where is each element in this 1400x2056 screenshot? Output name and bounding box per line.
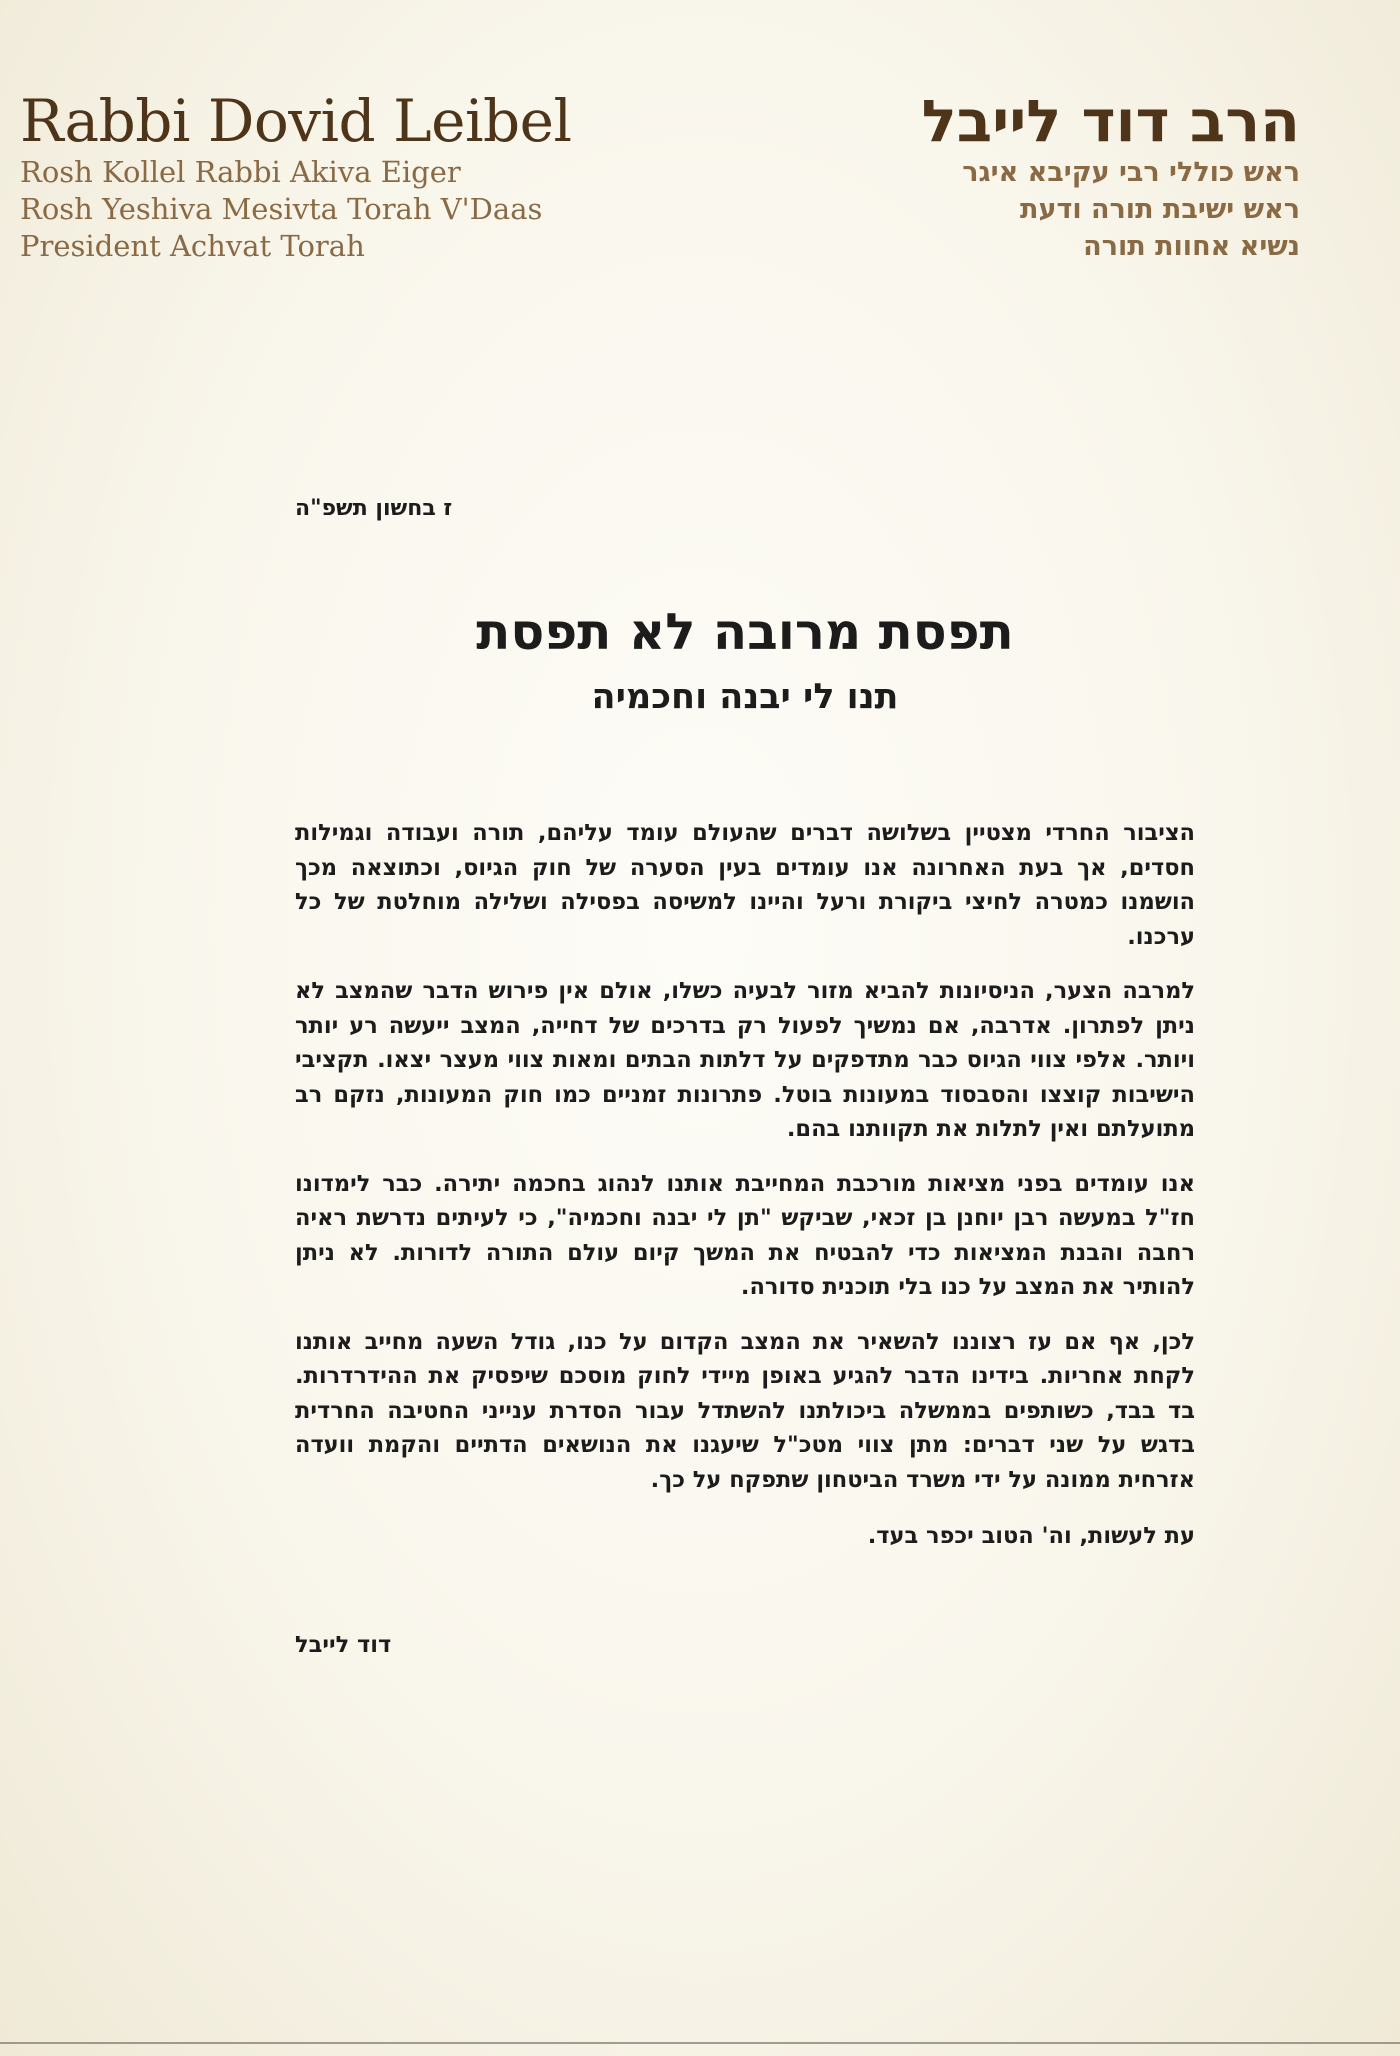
letterhead-title-hebrew: ראש כוללי רבי עקיבא איגר [962,157,1300,188]
letterhead-title-english: Rosh Kollel Rabbi Akiva Eiger [20,155,461,189]
letterhead-english [20,88,580,265]
letterhead-title-hebrew: ראש ישיבת תורה ודעת [1020,194,1300,225]
letter-subtitle: תנו לי יבנה וחכמיה [591,677,899,717]
letterhead-title-english: President Achvat Torah [20,229,365,263]
letter-signature: דוד לייבל [295,1632,392,1658]
letter-body [295,816,1195,1517]
letterhead-name-english: Rabbi Dovid Leibel [20,87,572,155]
letterhead-name-hebrew: הרב דוד לייבל [921,87,1300,155]
letter-title: תפסת מרובה לא תפסת [476,603,1014,661]
body-paragraph: לכן, אף אם עז רצוננו להשאיר את המצב הקדום על כנו, גודל השעה מחייב אותנו לקחת אחריות. בידינו הדבר להגיע באופן מיידי לחוק מוסכם שיפסיק את ההידרדרות. בד בבד, כשותפים בממשלה ביכולתנו להשתדל עבור הסדרת ענייני החטיבה החרדית בדגש על שני דברים: מתן צווי מטכ"ל שיעגנו את הנושאים הדתיים והקמת וועדה אזרחית ממונה על ידי משרד הביטחון שתפקח על כך. [295,1328,1195,1493]
letter-date: ז בחשון תשפ"ה [295,496,453,521]
letterhead-title-english: Rosh Yeshiva Mesivta Torah V'Daas [20,192,543,226]
body-paragraph: אנו עומדים בפני מציאות מורכבת המחייבת אותנו לנהוג בחכמה יתירה. כבר לימדונו חז"ל במעשה רבן יוחנן בן זכאי, שביקש "תן לי יבנה וחכמיה", כי לעיתים נדרשת ראיה רחבה והבנת המציאות כדי להבטיח את המשך קיום עולם התורה לדורות. לא ניתן להותיר את המצב על כנו בלי תוכנית סדורה. [295,1170,1195,1300]
letterhead-hebrew [740,88,1300,265]
bottom-edge-line [0,2042,1400,2044]
letterhead-title-hebrew: נשיא אחוות תורה [1083,231,1300,262]
body-paragraph: הציבור החרדי מצטיין בשלושה דברים שהעולם עומד עליהם, תורה ועבודה וגמילות חסדים, אך בעת האחרונה אנו עומדים בעין הסערה של חוק הגיוס, וכתוצאה מכך הושמנו כמטרה לחיצי ביקורת ורעל והיינו למשיסה בפסילה ושלילה מוחלטת של כל ערכנו. [295,820,1195,950]
letter-closing: עת לעשות, וה' הטוב יכפר בעד. [867,1523,1195,1549]
body-paragraph: למרבה הצער, הניסיונות להביא מזור לבעיה כשלו, אולם אין פירוש הדבר שהמצב לא ניתן לפתרון. אדרבה, אם נמשיך לפעול רק בדרכים של דחייה, המצב ייעשה רע יותר ויותר. אלפי צווי הגיוס כבר מתדפקים על דלתות הבתים ומאות צווי מעצר יצאו. תקציבי הישיבות קוצצו והסבסוד במעונות בוטל. פתרונות זמניים כמו חוק המעונות, נזקם רב מתועלתם ואין לתלות את תקוותנו בהם. [295,978,1195,1142]
